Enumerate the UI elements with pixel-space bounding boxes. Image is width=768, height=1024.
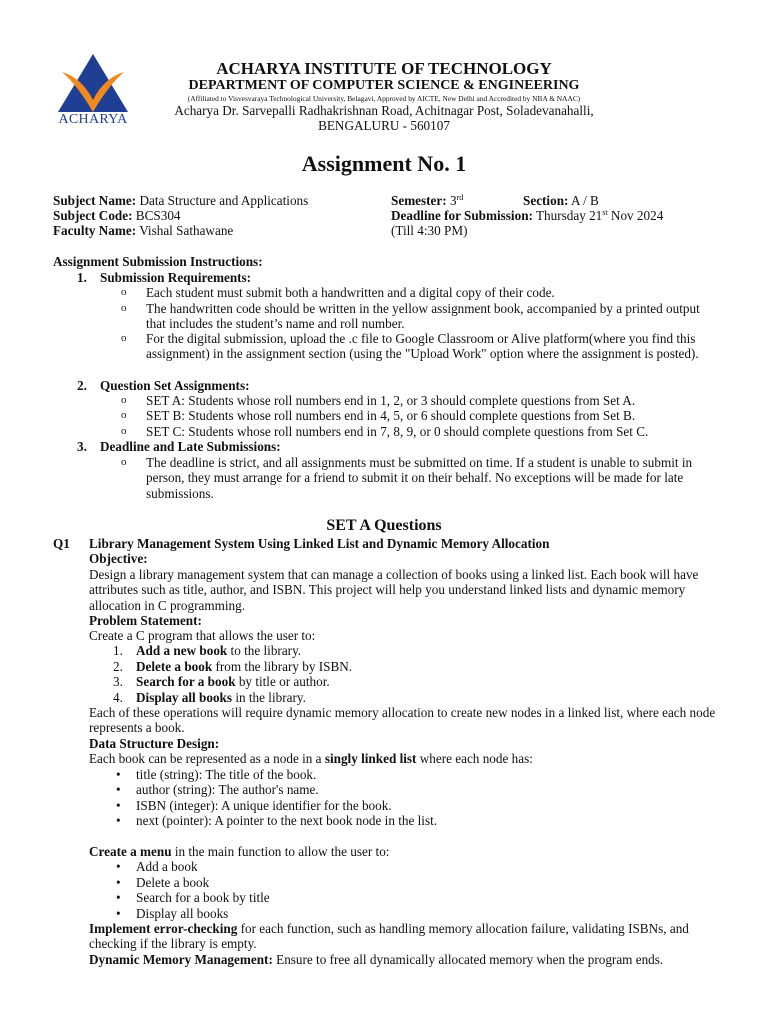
faculty-row [53, 223, 233, 238]
subject-name-value: Data Structure and Applications [139, 193, 309, 208]
subject-code-row [53, 208, 181, 223]
set-a-heading: SET A Questions [326, 517, 442, 534]
ds-label: Data Structure Design: [89, 736, 220, 751]
faculty-label: Faculty Name: [53, 223, 137, 238]
bullet-dot-icon: • [116, 798, 121, 813]
bullet-circle-icon: o [121, 409, 127, 421]
err-rest: for each function, such as handling memory allocation failure, validating ISBNs, and checking if the library is empty. [89, 921, 689, 952]
question-label: Q1 [53, 536, 70, 551]
bullet-circle-icon: o [121, 302, 127, 314]
affiliation-text: (Affiliated to Visvesvaraya Technological University, Belagavi, Approved by AICTE, New Delhi and Accredited by NBA & NAAC) [187, 94, 581, 103]
op-number: 2. [113, 659, 123, 674]
op-rest: from the library by ISBN. [212, 659, 353, 674]
dynamic-memory-text [89, 952, 663, 967]
instruction-bullet: The handwritten code should be written in the yellow assignment book, accompanied by a printed output that includes the student’s name and roll number. [146, 301, 700, 332]
section-row [523, 193, 599, 208]
bullet-circle-icon: o [121, 456, 127, 468]
bullet-circle-icon: o [121, 332, 127, 344]
op-rest: to the library. [227, 643, 302, 658]
bullet-dot-icon: • [116, 813, 121, 828]
logo-text: ACHARYA [58, 112, 128, 127]
semester-sup: rd [456, 193, 464, 202]
instruction-bullet: The deadline is strict, and all assignments must be submitted on time. If a student is unable to submit in person, they must arrange for a friend to submit it on their behalf. No exceptions will be made for late submissions. [146, 455, 693, 501]
institute-name: ACHARYA INSTITUTE OF TECHNOLOGY [216, 59, 552, 78]
deadline-row [391, 208, 663, 223]
objective-label: Objective: [89, 551, 148, 566]
op-rest: in the library. [232, 690, 306, 705]
address-line-1: Acharya Dr. Sarvepalli Radhakrishnan Road, Achitnagar Post, Soladevanahalli, [174, 103, 594, 118]
ops-note: Each of these operations will require dynamic memory allocation to create new nodes in a linked list, where each node represents a book. [89, 705, 716, 736]
op-bold: Add a new book [136, 643, 228, 658]
deadline-day: Thursday 21 [535, 208, 603, 223]
field-item: title (string): The title of the book. [136, 767, 317, 782]
problem-label: Problem Statement: [89, 613, 202, 628]
subject-code-label: Subject Code: [53, 208, 133, 223]
page-title: Assignment No. 1 [301, 151, 467, 176]
op-item [136, 643, 301, 658]
deadline-time: (Till 4:30 PM) [391, 223, 468, 238]
field-item: ISBN (integer): A unique identifier for the book. [136, 798, 392, 813]
field-item: author (string): The author's name. [136, 782, 319, 797]
instruction-number: 1. [77, 270, 87, 285]
bullet-dot-icon: • [116, 875, 121, 890]
ds-intro-bold: singly linked list [324, 751, 417, 766]
deadline-sup: st [602, 208, 608, 217]
faculty-value: Vishal Sathawane [139, 223, 234, 238]
semester-row [391, 193, 463, 208]
menu-item: Display all books [136, 906, 229, 921]
menu-intro [89, 844, 389, 859]
deadline-label: Deadline for Submission: [391, 208, 533, 223]
semester-value: 3 [449, 193, 457, 208]
instruction-bullet: SET A: Students whose roll numbers end in 1, 2, or 3 should complete questions from Set A. [146, 393, 636, 408]
deadline-rest: Nov 2024 [610, 208, 664, 223]
menu-item: Delete a book [136, 875, 210, 890]
objective-text: Design a library management system that can manage a collection of books using a linked list. Each book will have attributes such as title, author, and ISBN. This project will help you understand linked lists and dynamic memory allocation in C programming. [89, 567, 699, 613]
op-rest: by title or author. [235, 674, 330, 689]
bullet-dot-icon: • [116, 767, 121, 782]
section-value: A / B [571, 193, 599, 208]
op-bold: Display all books [136, 690, 233, 705]
instruction-title: Question Set Assignments: [100, 378, 250, 393]
op-bold: Delete a book [136, 659, 213, 674]
subject-code-value: BCS304 [135, 208, 181, 223]
bullet-dot-icon: • [116, 906, 121, 921]
subject-name-label: Subject Name: [53, 193, 137, 208]
menu-bold: Create a menu [89, 844, 172, 859]
field-item: next (pointer): A pointer to the next book node in the list. [136, 813, 438, 828]
bullet-circle-icon: o [121, 425, 127, 437]
menu-item: Add a book [136, 859, 198, 874]
menu-item: Search for a book by title [136, 890, 270, 905]
instruction-title: Deadline and Late Submissions: [100, 439, 281, 454]
bullet-circle-icon: o [121, 286, 127, 298]
menu-rest: in the main function to allow the user to: [171, 844, 390, 859]
bullet-dot-icon: • [116, 782, 121, 797]
op-number: 4. [113, 690, 123, 705]
instruction-title: Submission Requirements: [100, 270, 252, 285]
section-label: Section: [523, 193, 569, 208]
instruction-number: 3. [77, 439, 87, 454]
instruction-bullet: SET B: Students whose roll numbers end in 4, 5, or 6 should complete questions from Set B. [146, 408, 636, 423]
ds-intro [89, 751, 533, 766]
instructions-heading: Assignment Submission Instructions: [53, 254, 263, 269]
question-title: Library Management System Using Linked List and Dynamic Memory Allocation [89, 536, 550, 551]
op-item [136, 674, 330, 689]
bullet-dot-icon: • [116, 890, 121, 905]
subject-name-row [53, 193, 308, 208]
op-item [136, 690, 306, 705]
op-number: 1. [113, 643, 123, 658]
op-item [136, 659, 352, 674]
error-checking-text [89, 921, 719, 952]
instruction-bullet: Each student must submit both a handwritten and a digital copy of their code. [146, 285, 555, 300]
bullet-dot-icon: • [116, 859, 121, 874]
dyn-rest: Ensure to free all dynamically allocated memory when the program ends. [272, 952, 664, 967]
op-number: 3. [113, 674, 123, 689]
semester-label: Semester: [391, 193, 447, 208]
dyn-bold: Dynamic Memory Management: [89, 952, 273, 967]
address-line-2: BENGALURU - 560107 [318, 118, 450, 133]
ds-intro-pre: Each book can be represented as a node in a [89, 751, 325, 766]
instruction-number: 2. [77, 378, 87, 393]
instruction-bullet: SET C: Students whose roll numbers end in 7, 8, 9, or 0 should complete questions from Set C. [146, 424, 649, 439]
bullet-circle-icon: o [121, 394, 127, 406]
op-bold: Search for a book [136, 674, 236, 689]
instruction-bullet: For the digital submission, upload the .c file to Google Classroom or Alive platform(where you find this assignment) in the assignment section (using the "Upload Work" option where the assignment is posted). [146, 331, 699, 362]
err-bold: Implement error-checking [89, 921, 238, 936]
department-name: DEPARTMENT OF COMPUTER SCIENCE & ENGINEERING [188, 78, 580, 93]
ds-intro-post: where each node has: [416, 751, 533, 766]
problem-intro: Create a C program that allows the user to: [89, 628, 316, 643]
